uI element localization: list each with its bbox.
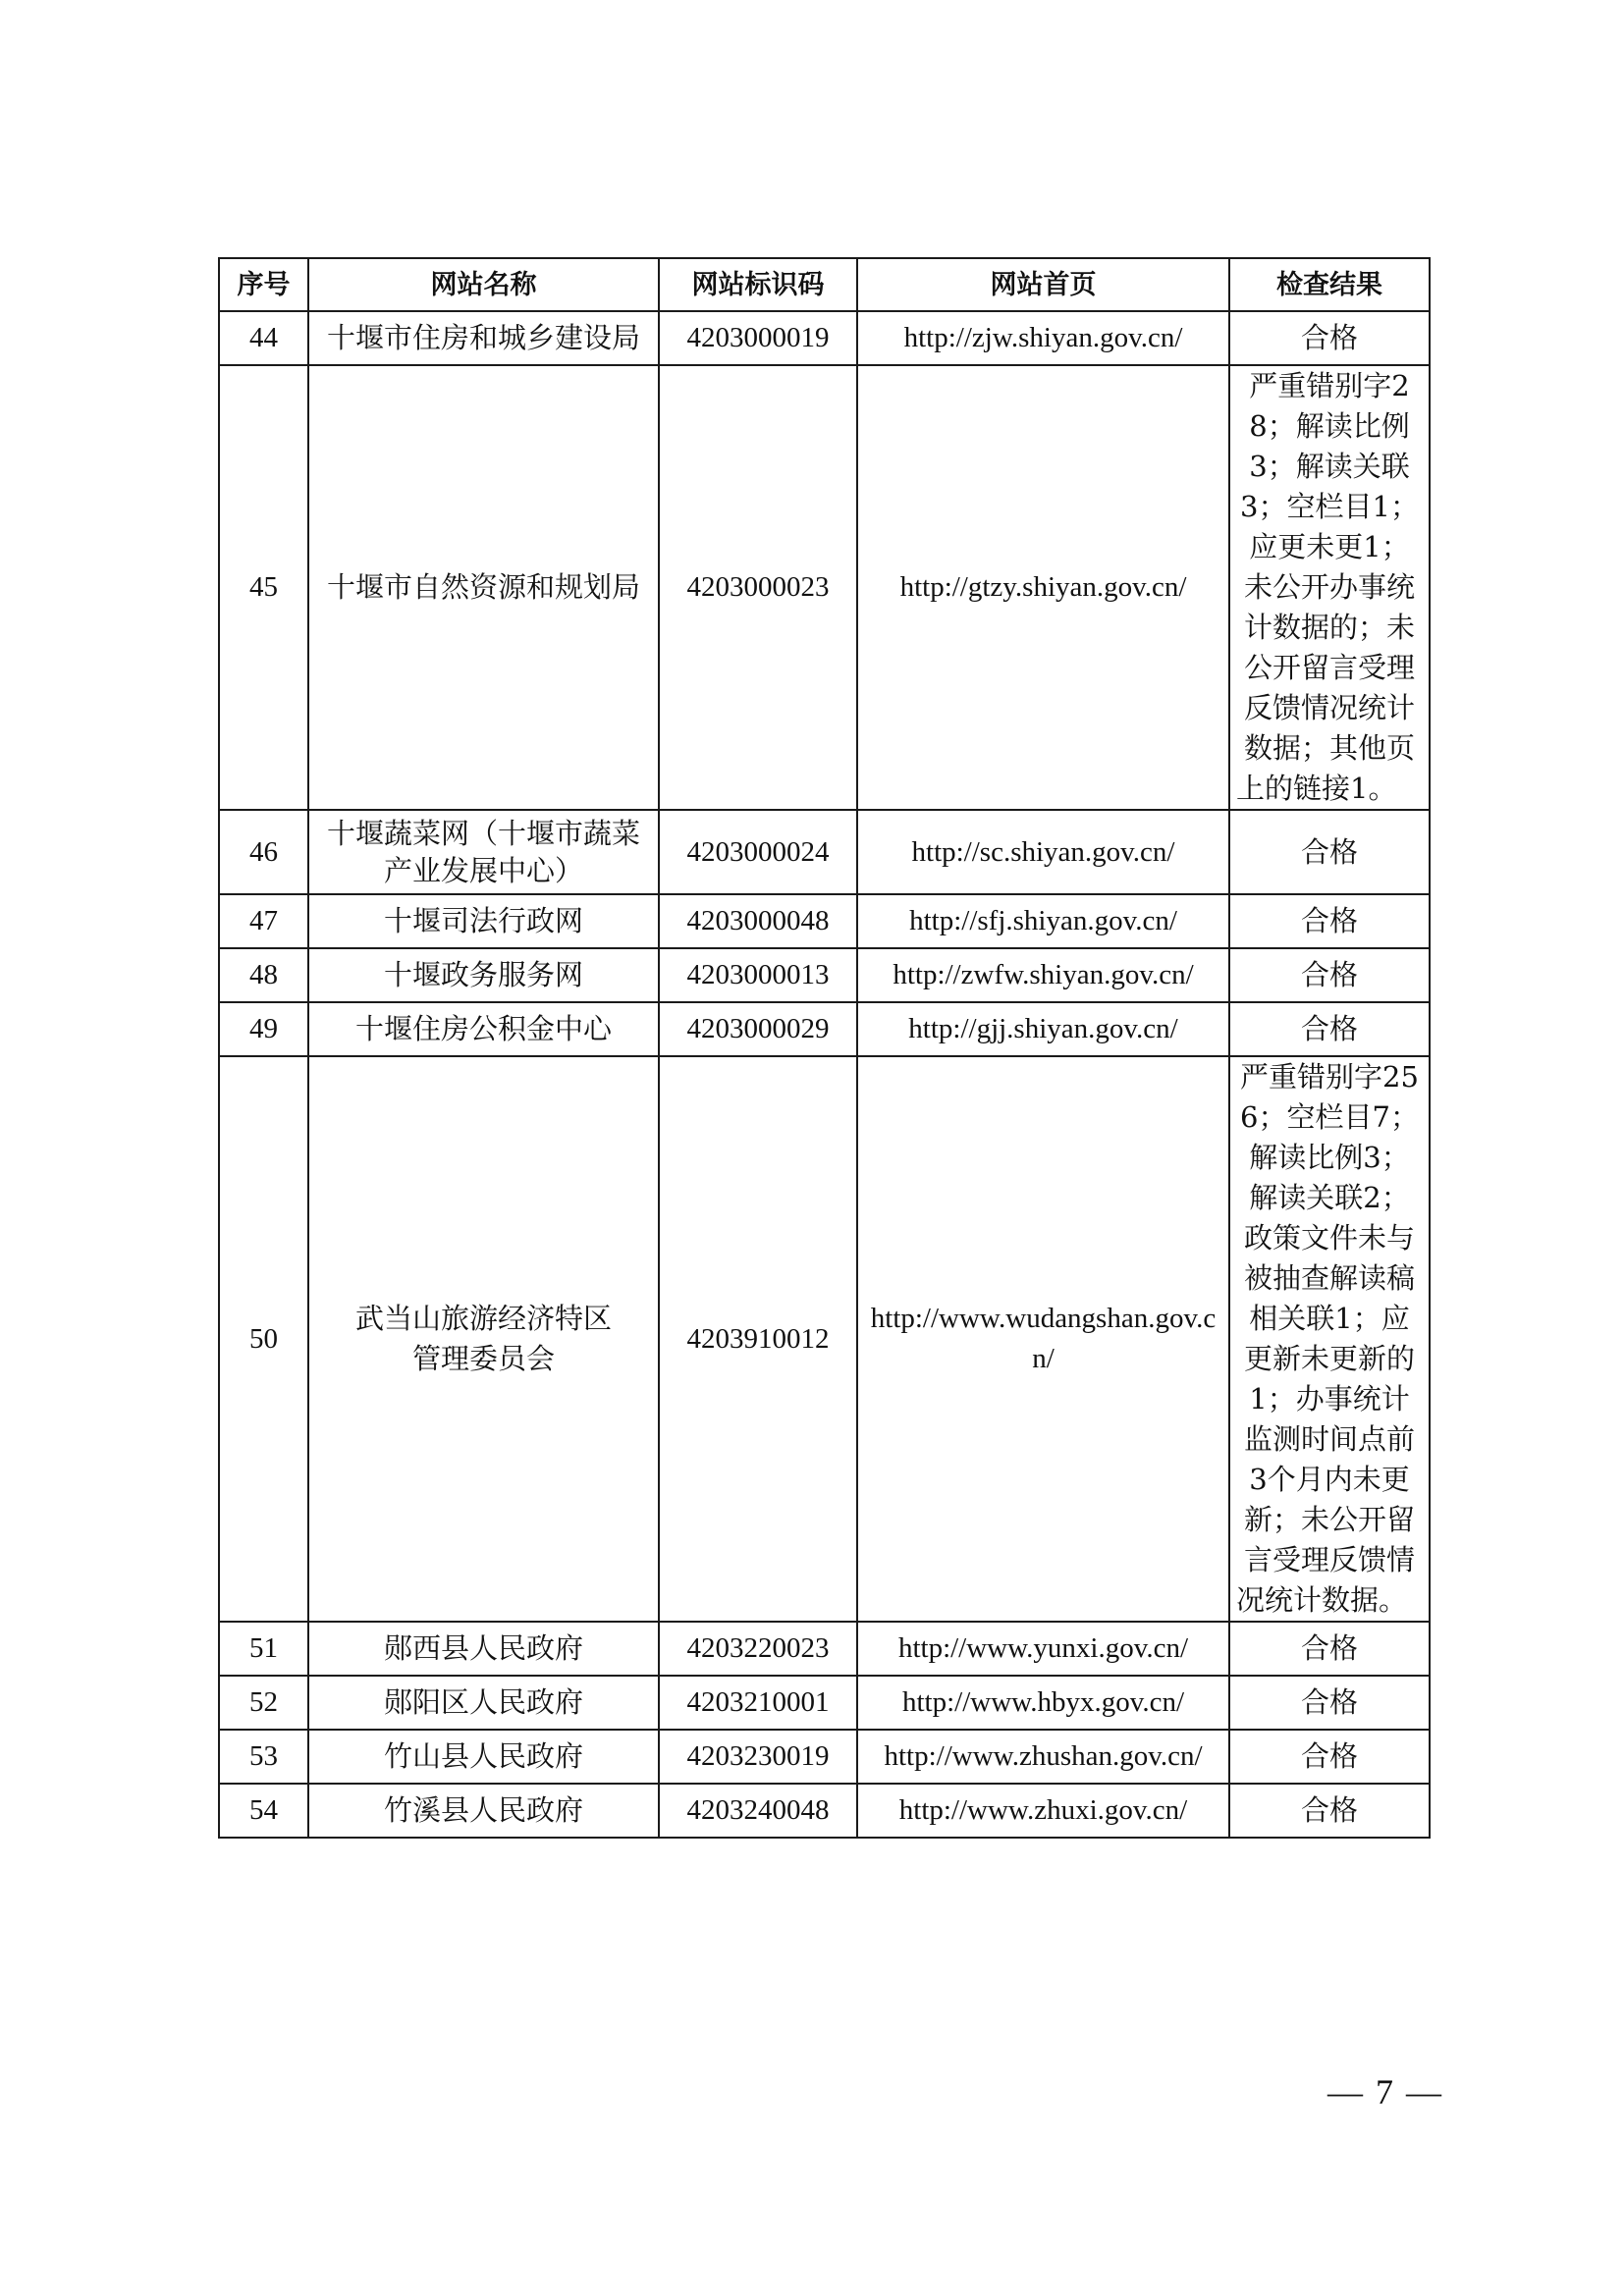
- table-row: [219, 1676, 1430, 1730]
- row-homepage-url: http://sfj.shiyan.gov.cn/: [857, 894, 1229, 948]
- header-result: 检查结果: [1229, 258, 1430, 311]
- row-site-code: 4203000019: [659, 311, 857, 365]
- row-serial: 47: [219, 894, 308, 948]
- row-result: 合格: [1229, 894, 1430, 948]
- header-serial: 序号: [219, 258, 308, 311]
- row-homepage-url: http://zjw.shiyan.gov.cn/: [857, 311, 1229, 365]
- row-result: 合格: [1229, 311, 1430, 365]
- row-homepage-url: http://sc.shiyan.gov.cn/: [857, 810, 1229, 894]
- row-site-code: 4203220023: [659, 1622, 857, 1676]
- header-site-name: 网站名称: [308, 258, 659, 311]
- row-site-code: 4203000024: [659, 810, 857, 894]
- table-row: [219, 1784, 1430, 1838]
- row-homepage-url: http://zwfw.shiyan.gov.cn/: [857, 948, 1229, 1002]
- row-serial: 49: [219, 1002, 308, 1056]
- row-site-name: 十堰市住房和城乡建设局: [308, 311, 659, 365]
- table-row: [219, 311, 1430, 365]
- row-homepage-url: http://gtzy.shiyan.gov.cn/: [857, 365, 1229, 810]
- row-serial: 51: [219, 1622, 308, 1676]
- table-row: [219, 365, 1430, 810]
- row-result: 严重错别字28；解读比例3；解读关联3；空栏目1；应更未更1；未公开办事统计数据的；未公开留言受理反馈情况统计数据；其他页上的链接1。: [1229, 365, 1430, 810]
- row-result: 合格: [1229, 1622, 1430, 1676]
- row-site-code: 4203000029: [659, 1002, 857, 1056]
- row-site-code: 4203910012: [659, 1056, 857, 1622]
- row-serial: 53: [219, 1730, 308, 1784]
- row-site-code: 4203000013: [659, 948, 857, 1002]
- row-site-name: 郧西县人民政府: [308, 1622, 659, 1676]
- row-result: 严重错别字256；空栏目7；解读比例3；解读关联2；政策文件未与被抽查解读稿相关联1；应更新未更新的1；办事统计监测时间点前3个月内未更新；未公开留言受理反馈情况统计数据。: [1229, 1056, 1430, 1622]
- row-result: 合格: [1229, 948, 1430, 1002]
- table-row: [219, 810, 1430, 894]
- row-site-name: 武当山旅游经济特区管理委员会: [308, 1056, 659, 1622]
- row-site-name: 十堰政务服务网: [308, 948, 659, 1002]
- row-serial: 54: [219, 1784, 308, 1838]
- table-row: [219, 948, 1430, 1002]
- header-homepage: 网站首页: [857, 258, 1229, 311]
- table-row: [219, 894, 1430, 948]
- table-row: [219, 1622, 1430, 1676]
- header-row: [219, 258, 1430, 311]
- header-site-code: 网站标识码: [659, 258, 857, 311]
- row-result: 合格: [1229, 1676, 1430, 1730]
- row-site-name: 十堰蔬菜网（十堰市蔬菜产业发展中心）: [308, 810, 659, 894]
- row-serial: 50: [219, 1056, 308, 1622]
- results-table: [218, 257, 1431, 1839]
- row-site-name: 郧阳区人民政府: [308, 1676, 659, 1730]
- row-homepage-url: http://www.hbyx.gov.cn/: [857, 1676, 1229, 1730]
- row-site-code: 4203000023: [659, 365, 857, 810]
- row-serial: 48: [219, 948, 308, 1002]
- row-site-name: 竹山县人民政府: [308, 1730, 659, 1784]
- row-result: 合格: [1229, 810, 1430, 894]
- row-serial: 52: [219, 1676, 308, 1730]
- row-site-code: 4203210001: [659, 1676, 857, 1730]
- row-result: 合格: [1229, 1730, 1430, 1784]
- row-homepage-url: http://www.yunxi.gov.cn/: [857, 1622, 1229, 1676]
- row-homepage-url: http://www.wudangshan.gov.cn/: [857, 1056, 1229, 1622]
- row-result: 合格: [1229, 1784, 1430, 1838]
- row-homepage-url: http://www.zhuxi.gov.cn/: [857, 1784, 1229, 1838]
- row-site-code: 4203000048: [659, 894, 857, 948]
- page-number: — 7 —: [1327, 2072, 1443, 2111]
- row-serial: 45: [219, 365, 308, 810]
- row-site-name: 十堰住房公积金中心: [308, 1002, 659, 1056]
- row-homepage-url: http://www.zhushan.gov.cn/: [857, 1730, 1229, 1784]
- table-row: [219, 1056, 1430, 1622]
- row-serial: 44: [219, 311, 308, 365]
- row-serial: 46: [219, 810, 308, 894]
- row-result: 合格: [1229, 1002, 1430, 1056]
- row-homepage-url: http://gjj.shiyan.gov.cn/: [857, 1002, 1229, 1056]
- row-site-code: 4203230019: [659, 1730, 857, 1784]
- row-site-name: 竹溪县人民政府: [308, 1784, 659, 1838]
- row-site-name: 十堰市自然资源和规划局: [308, 365, 659, 810]
- table-row: [219, 1002, 1430, 1056]
- row-site-code: 4203240048: [659, 1784, 857, 1838]
- row-site-name: 十堰司法行政网: [308, 894, 659, 948]
- table-row: [219, 1730, 1430, 1784]
